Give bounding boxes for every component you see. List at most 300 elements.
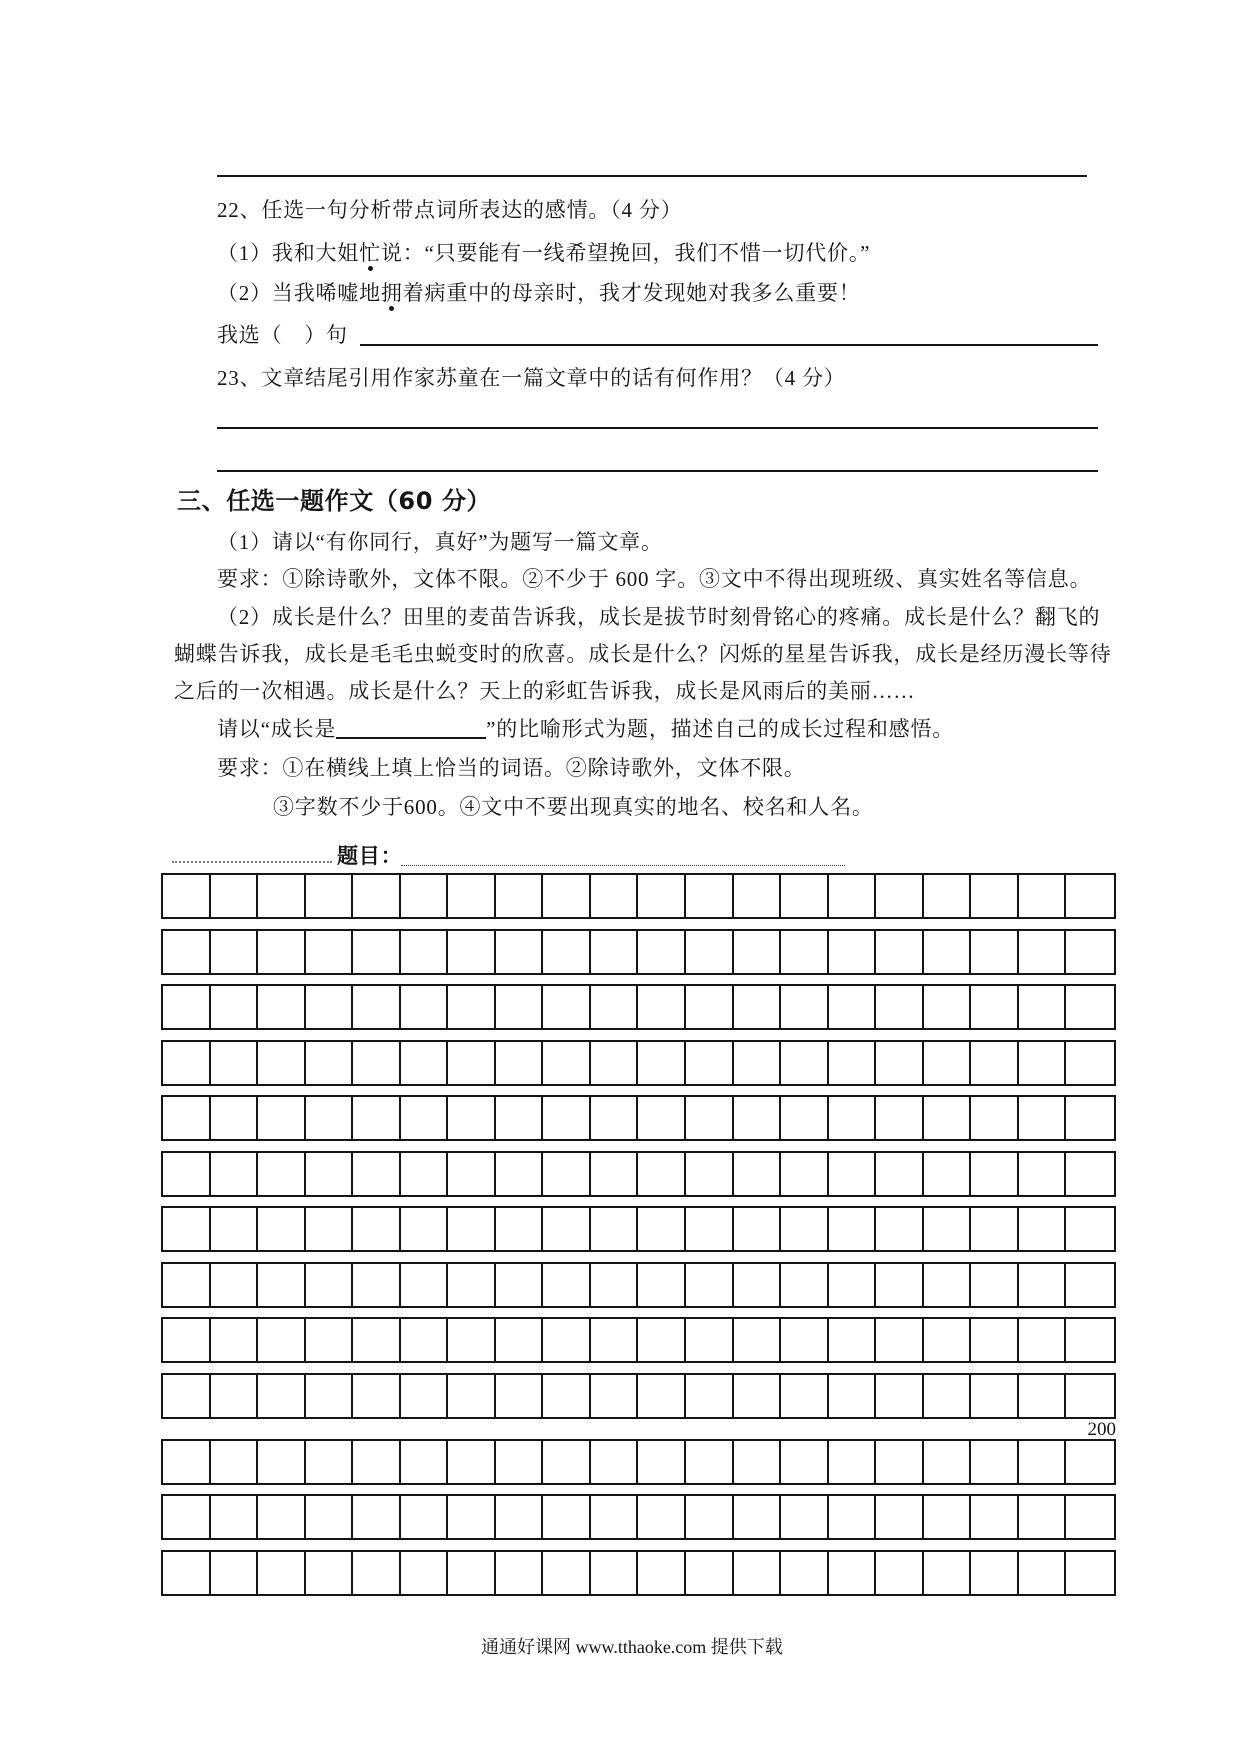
- writing-grid-cell: [829, 1208, 877, 1250]
- writing-grid-cell: [496, 1208, 544, 1250]
- writing-grid-cell: [448, 1153, 496, 1195]
- writing-grid-cell: [496, 1264, 544, 1306]
- writing-grid-row: [161, 1550, 1116, 1596]
- writing-grid-cell: [971, 875, 1019, 917]
- writing-grid-cell: [543, 1441, 591, 1483]
- writing-grid-cell: [496, 931, 544, 973]
- writing-grid-cell: [781, 1496, 829, 1538]
- writing-grid-cell: [258, 1375, 306, 1417]
- writing-grid-cell: [163, 986, 211, 1028]
- writing-grid-cell: [734, 1375, 782, 1417]
- writing-grid-cell: [258, 931, 306, 973]
- writing-grid-cell: [353, 1496, 401, 1538]
- writing-grid-cell: [353, 1097, 401, 1139]
- writing-grid-cell: [924, 1496, 972, 1538]
- writing-grid-cell: [543, 1319, 591, 1361]
- writing-grid-cell: [924, 1319, 972, 1361]
- question-23-answer-line: [217, 470, 1098, 472]
- writing-grid-cell: [1066, 1042, 1114, 1084]
- writing-grid-cell: [543, 1208, 591, 1250]
- writing-grid-row: [161, 1262, 1116, 1308]
- writing-grid-cell: [163, 875, 211, 917]
- writing-grid-cell: [496, 1496, 544, 1538]
- writing-grid-cell: [876, 1208, 924, 1250]
- writing-grid-cell: [686, 931, 734, 973]
- writing-grid-cell: [1066, 1097, 1114, 1139]
- writing-grid-cell: [448, 1042, 496, 1084]
- writing-grid-cell: [211, 986, 259, 1028]
- writing-grid-cell: [591, 986, 639, 1028]
- writing-grid-cell: [591, 931, 639, 973]
- writing-grid-cell: [448, 1552, 496, 1594]
- writing-grid-cell: [448, 1375, 496, 1417]
- writing-grid-cell: [1019, 1042, 1067, 1084]
- writing-grid-cell: [591, 1552, 639, 1594]
- writing-grid-cell: [401, 931, 449, 973]
- writing-grid-cell: [543, 875, 591, 917]
- writing-grid-cell: [638, 1153, 686, 1195]
- writing-grid-cell: [258, 1208, 306, 1250]
- choice-answer-line: [360, 344, 1098, 346]
- writing-grid-cell: [258, 1552, 306, 1594]
- writing-grid-cell: [306, 1264, 354, 1306]
- writing-grid-row: [161, 1373, 1116, 1419]
- writing-grid-cell: [211, 875, 259, 917]
- writing-grid-cell: [876, 1496, 924, 1538]
- writing-grid-cell: [924, 1153, 972, 1195]
- writing-grid-cell: [781, 1264, 829, 1306]
- writing-grid-row: [161, 1439, 1116, 1485]
- writing-grid-cell: [781, 1153, 829, 1195]
- writing-grid-cell: [829, 1496, 877, 1538]
- writing-grid-cell: [686, 1097, 734, 1139]
- writing-grid-cell: [686, 1375, 734, 1417]
- writing-grid-cell: [638, 1441, 686, 1483]
- writing-grid-cell: [638, 1552, 686, 1594]
- writing-grid-cell: [829, 1264, 877, 1306]
- writing-grid-cell: [781, 1097, 829, 1139]
- writing-grid-cell: [306, 875, 354, 917]
- writing-grid-cell: [781, 1042, 829, 1084]
- writing-grid-cell: [638, 1208, 686, 1250]
- writing-grid-cell: [638, 1496, 686, 1538]
- writing-grid-row: [161, 1095, 1116, 1141]
- writing-grid-cell: [686, 1153, 734, 1195]
- writing-grid-cell: [971, 1097, 1019, 1139]
- writing-grid-cell: [258, 1153, 306, 1195]
- writing-grid-cell: [686, 1319, 734, 1361]
- writing-grid-cell: [924, 1375, 972, 1417]
- writing-grid-cell: [401, 1153, 449, 1195]
- writing-grid-cell: [686, 1264, 734, 1306]
- sentence-2-dotted-word: 拥: [380, 281, 403, 305]
- writing-grid-cell: [734, 1441, 782, 1483]
- topic-2-passage-line: （2）成长是什么？田里的麦苗告诉我，成长是拔节时刻骨铭心的疼痛。成长是什么？翻飞的: [217, 605, 1101, 629]
- writing-grid-cell: [971, 1153, 1019, 1195]
- writing-grid-cell: [258, 1496, 306, 1538]
- writing-grid-cell: [924, 931, 972, 973]
- writing-grid-cell: [496, 1153, 544, 1195]
- writing-grid: [161, 873, 1116, 1603]
- sentence-2-text-before: （2）当我唏嘘地: [217, 281, 381, 305]
- writing-grid-cell: [1066, 1496, 1114, 1538]
- topic-2-requirements: ③字数不少于600。④文中不要出现真实的地名、校名和人名。: [273, 795, 874, 819]
- writing-grid-cell: [163, 1496, 211, 1538]
- writing-grid-cell: [1066, 986, 1114, 1028]
- writing-grid-cell: [876, 1552, 924, 1594]
- writing-grid-cell: [1066, 1552, 1114, 1594]
- writing-grid-cell: [163, 1375, 211, 1417]
- writing-grid-cell: [306, 1552, 354, 1594]
- writing-grid-cell: [163, 931, 211, 973]
- writing-grid-cell: [971, 1441, 1019, 1483]
- writing-grid-cell: [971, 1264, 1019, 1306]
- writing-grid-cell: [1019, 1097, 1067, 1139]
- writing-grid-cell: [829, 875, 877, 917]
- writing-grid-cell: [401, 986, 449, 1028]
- question-22-sentence-1: [217, 242, 870, 264]
- topic-2-requirements: 要求：①在横线上填上恰当的词语。②除诗歌外，文体不限。: [217, 756, 806, 780]
- writing-grid-row: [161, 929, 1116, 975]
- writing-grid-cell: [211, 1552, 259, 1594]
- title-leader-dots: [172, 861, 332, 863]
- page-footer: 通通好课网 www.tthaoke.com 提供下载: [481, 1637, 783, 1657]
- writing-grid-cell: [638, 1264, 686, 1306]
- writing-grid-cell: [829, 1552, 877, 1594]
- writing-grid-cell: [496, 875, 544, 917]
- topic-1-prompt: （1）请以“有你同行，真好”为题写一篇文章。: [217, 530, 663, 554]
- writing-grid-cell: [924, 1042, 972, 1084]
- writing-grid-cell: [876, 1319, 924, 1361]
- writing-grid-cell: [543, 1097, 591, 1139]
- writing-grid-cell: [781, 931, 829, 973]
- writing-grid-row: [161, 984, 1116, 1030]
- writing-grid-cell: [1019, 1496, 1067, 1538]
- writing-grid-cell: [591, 875, 639, 917]
- writing-grid-cell: [591, 1097, 639, 1139]
- writing-grid-cell: [829, 1097, 877, 1139]
- writing-grid-cell: [876, 1375, 924, 1417]
- writing-grid-cell: [924, 1208, 972, 1250]
- writing-grid-cell: [686, 986, 734, 1028]
- writing-grid-cell: [638, 875, 686, 917]
- writing-grid-cell: [163, 1441, 211, 1483]
- writing-grid-cell: [1019, 1552, 1067, 1594]
- writing-grid-cell: [686, 1042, 734, 1084]
- writing-grid-cell: [211, 1097, 259, 1139]
- writing-grid-cell: [306, 931, 354, 973]
- writing-grid-cell: [781, 1375, 829, 1417]
- writing-grid-cell: [401, 875, 449, 917]
- writing-grid-cell: [1066, 1319, 1114, 1361]
- writing-grid-cell: [163, 1097, 211, 1139]
- writing-grid-cell: [353, 1208, 401, 1250]
- writing-grid-cell: [876, 1097, 924, 1139]
- writing-grid-cell: [211, 1375, 259, 1417]
- writing-grid-cell: [306, 986, 354, 1028]
- writing-grid-cell: [781, 986, 829, 1028]
- question-22-prompt: 22、任选一句分析带点词所表达的感情。（4 分）: [217, 198, 683, 222]
- writing-grid-cell: [876, 931, 924, 973]
- writing-grid-cell: [591, 1375, 639, 1417]
- writing-grid-cell: [401, 1264, 449, 1306]
- writing-grid-cell: [258, 1441, 306, 1483]
- writing-grid-cell: [353, 1375, 401, 1417]
- writing-grid-cell: [448, 1496, 496, 1538]
- writing-grid-cell: [1019, 1153, 1067, 1195]
- writing-grid-cell: [306, 1153, 354, 1195]
- sentence-2-text-after: 着病重中的母亲时，我才发现她对我多么重要！: [402, 281, 861, 305]
- writing-grid-cell: [876, 1264, 924, 1306]
- question-22-sentence-2: [217, 282, 861, 304]
- writing-grid-cell: [734, 1097, 782, 1139]
- topic-2-prompt-before: 请以“成长是: [217, 717, 337, 741]
- writing-grid-cell: [163, 1319, 211, 1361]
- writing-grid-cell: [781, 875, 829, 917]
- writing-grid-cell: [543, 1552, 591, 1594]
- writing-grid-row: [161, 1151, 1116, 1197]
- writing-grid-cell: [163, 1264, 211, 1306]
- writing-grid-cell: [924, 1264, 972, 1306]
- writing-grid-cell: [734, 1264, 782, 1306]
- writing-grid-cell: [306, 1441, 354, 1483]
- writing-grid-cell: [353, 1264, 401, 1306]
- writing-grid-cell: [306, 1208, 354, 1250]
- writing-grid-cell: [591, 1441, 639, 1483]
- writing-grid-cell: [163, 1042, 211, 1084]
- writing-grid-cell: [543, 1375, 591, 1417]
- writing-grid-cell: [686, 875, 734, 917]
- writing-grid-cell: [401, 1097, 449, 1139]
- writing-grid-cell: [734, 1208, 782, 1250]
- writing-grid-cell: [876, 1042, 924, 1084]
- writing-grid-cell: [401, 1042, 449, 1084]
- writing-grid-cell: [353, 875, 401, 917]
- sentence-1-dotted-word: 忙: [359, 241, 381, 265]
- topic-2-prompt-after: ”的比喻形式为题，描述自己的成长过程和感悟。: [486, 717, 955, 741]
- writing-grid-cell: [306, 1319, 354, 1361]
- writing-grid-cell: [496, 1319, 544, 1361]
- writing-grid-cell: [686, 1496, 734, 1538]
- writing-grid-row: [161, 1040, 1116, 1086]
- writing-grid-cell: [306, 1042, 354, 1084]
- section-3-heading: 三、任选一题作文（60 分）: [177, 487, 492, 515]
- writing-grid-cell: [971, 1208, 1019, 1250]
- writing-grid-cell: [496, 1375, 544, 1417]
- writing-grid-cell: [781, 1552, 829, 1594]
- writing-grid-cell: [638, 1097, 686, 1139]
- writing-grid-cell: [734, 931, 782, 973]
- writing-grid-cell: [924, 986, 972, 1028]
- writing-grid-row: [161, 873, 1116, 919]
- writing-grid-cell: [163, 1153, 211, 1195]
- writing-grid-cell: [638, 1042, 686, 1084]
- writing-grid-cell: [496, 1097, 544, 1139]
- writing-grid-cell: [401, 1496, 449, 1538]
- writing-grid-cell: [1066, 1264, 1114, 1306]
- writing-grid-cell: [496, 986, 544, 1028]
- writing-grid-cell: [401, 1319, 449, 1361]
- writing-grid-cell: [211, 1441, 259, 1483]
- writing-grid-cell: [543, 1496, 591, 1538]
- writing-grid-cell: [1019, 1319, 1067, 1361]
- writing-grid-cell: [829, 1042, 877, 1084]
- writing-grid-row: [161, 1494, 1116, 1540]
- writing-grid-cell: [686, 1552, 734, 1594]
- writing-grid-cell: [924, 1441, 972, 1483]
- writing-grid-cell: [258, 986, 306, 1028]
- writing-grid-cell: [1066, 1375, 1114, 1417]
- answer-line: [217, 175, 1087, 177]
- writing-grid-cell: [971, 1552, 1019, 1594]
- writing-grid-cell: [353, 986, 401, 1028]
- writing-grid-cell: [1019, 875, 1067, 917]
- writing-grid-cell: [211, 1153, 259, 1195]
- writing-grid-cell: [448, 1208, 496, 1250]
- writing-grid-cell: [971, 1319, 1019, 1361]
- writing-grid-cell: [401, 1375, 449, 1417]
- writing-grid-cell: [829, 1153, 877, 1195]
- writing-grid-cell: [924, 1097, 972, 1139]
- writing-grid-cell: [781, 1208, 829, 1250]
- writing-grid-cell: [734, 986, 782, 1028]
- writing-grid-cell: [829, 986, 877, 1028]
- writing-grid-cell: [734, 1042, 782, 1084]
- writing-grid-cell: [401, 1208, 449, 1250]
- writing-grid-cell: [353, 1441, 401, 1483]
- writing-grid-cell: [591, 1496, 639, 1538]
- writing-grid-cell: [258, 875, 306, 917]
- writing-grid-cell: [829, 1319, 877, 1361]
- writing-grid-cell: [543, 1264, 591, 1306]
- writing-grid-cell: [306, 1496, 354, 1538]
- writing-grid-cell: [401, 1552, 449, 1594]
- writing-grid-cell: [876, 875, 924, 917]
- writing-grid-cell: [543, 986, 591, 1028]
- sentence-1-text-before: （1）我和大姐: [217, 241, 360, 265]
- writing-grid-cell: [1066, 1441, 1114, 1483]
- writing-grid-cell: [1066, 1153, 1114, 1195]
- writing-grid-cell: [211, 1496, 259, 1538]
- writing-grid-cell: [258, 1264, 306, 1306]
- writing-grid-cell: [591, 1208, 639, 1250]
- writing-grid-row: [161, 1206, 1116, 1252]
- writing-grid-cell: [971, 986, 1019, 1028]
- writing-grid-cell: [876, 1153, 924, 1195]
- writing-grid-cell: [876, 1441, 924, 1483]
- essay-title-line: [401, 865, 845, 866]
- writing-grid-cell: [353, 1153, 401, 1195]
- writing-grid-cell: [353, 1552, 401, 1594]
- question-23-prompt: 23、文章结尾引用作家苏童在一篇文章中的话有何作用？（4 分）: [217, 366, 846, 390]
- topic-1-requirements: 要求：①除诗歌外，文体不限。②不少于 600 字。③文中不得出现班级、真实姓名等信息。: [217, 567, 1092, 591]
- writing-grid-cell: [1066, 931, 1114, 973]
- writing-grid-cell: [306, 1375, 354, 1417]
- metaphor-blank-line: [336, 719, 486, 739]
- writing-grid-cell: [543, 931, 591, 973]
- writing-grid-cell: [781, 1441, 829, 1483]
- writing-grid-cell: [591, 1042, 639, 1084]
- word-count-marker: 200: [1087, 1419, 1116, 1440]
- writing-grid-cell: [258, 1042, 306, 1084]
- writing-grid-cell: [734, 1153, 782, 1195]
- writing-grid-cell: [211, 1042, 259, 1084]
- writing-grid-cell: [591, 1319, 639, 1361]
- writing-grid-cell: [496, 1441, 544, 1483]
- writing-grid-cell: [401, 1441, 449, 1483]
- choice-label: 我选（ ）句: [217, 323, 348, 347]
- writing-grid-cell: [971, 1042, 1019, 1084]
- writing-grid-cell: [1019, 1264, 1067, 1306]
- writing-grid-cell: [591, 1153, 639, 1195]
- writing-grid-cell: [924, 875, 972, 917]
- writing-grid-cell: [163, 1208, 211, 1250]
- writing-grid-row: [161, 1317, 1116, 1363]
- writing-grid-cell: [591, 1264, 639, 1306]
- sentence-1-text-after: 说：“只要能有一线希望挽回，我们不惜一切代价。”: [380, 241, 871, 265]
- writing-grid-cell: [211, 1208, 259, 1250]
- topic-2-passage-line: 之后的一次相遇。成长是什么？天上的彩虹告诉我，成长是风雨后的美丽……: [174, 679, 916, 703]
- writing-grid-cell: [924, 1552, 972, 1594]
- writing-grid-cell: [971, 1375, 1019, 1417]
- writing-grid-cell: [448, 986, 496, 1028]
- writing-grid-cell: [211, 1264, 259, 1306]
- writing-grid-cell: [1019, 931, 1067, 973]
- essay-title-label: 题目：: [337, 844, 403, 868]
- writing-grid-cell: [543, 1042, 591, 1084]
- writing-grid-cell: [1019, 1208, 1067, 1250]
- writing-grid-cell: [211, 931, 259, 973]
- writing-grid-cell: [448, 875, 496, 917]
- writing-grid-cell: [876, 986, 924, 1028]
- writing-grid-cell: [686, 1441, 734, 1483]
- writing-grid-cell: [1019, 1441, 1067, 1483]
- writing-grid-cell: [496, 1552, 544, 1594]
- writing-grid-cell: [638, 931, 686, 973]
- writing-grid-cell: [163, 1552, 211, 1594]
- writing-grid-cell: [353, 1042, 401, 1084]
- writing-grid-cell: [971, 931, 1019, 973]
- writing-grid-cell: [448, 931, 496, 973]
- writing-grid-cell: [1066, 1208, 1114, 1250]
- writing-grid-cell: [638, 1375, 686, 1417]
- writing-grid-cell: [1019, 1375, 1067, 1417]
- writing-grid-cell: [829, 1441, 877, 1483]
- writing-grid-cell: [306, 1097, 354, 1139]
- writing-grid-cell: [448, 1319, 496, 1361]
- writing-grid-cell: [829, 1375, 877, 1417]
- writing-grid-cell: [1066, 875, 1114, 917]
- writing-grid-cell: [353, 931, 401, 973]
- writing-grid-cell: [448, 1097, 496, 1139]
- writing-grid-cell: [258, 1097, 306, 1139]
- writing-grid-cell: [1019, 986, 1067, 1028]
- topic-2-prompt: [217, 718, 954, 740]
- writing-grid-cell: [448, 1441, 496, 1483]
- writing-grid-cell: [258, 1319, 306, 1361]
- writing-grid-cell: [211, 1319, 259, 1361]
- writing-grid-cell: [353, 1319, 401, 1361]
- topic-2-passage-line: 蝴蝶告诉我，成长是毛毛虫蜕变时的欣喜。成长是什么？闪烁的星星告诉我，成长是经历漫长等待: [174, 642, 1112, 666]
- writing-grid-cell: [496, 1042, 544, 1084]
- writing-grid-cell: [734, 1496, 782, 1538]
- writing-grid-cell: [638, 1319, 686, 1361]
- writing-grid-cell: [734, 1552, 782, 1594]
- question-23-answer-line: [217, 427, 1098, 429]
- writing-grid-cell: [686, 1208, 734, 1250]
- writing-grid-cell: [638, 986, 686, 1028]
- writing-grid-cell: [971, 1496, 1019, 1538]
